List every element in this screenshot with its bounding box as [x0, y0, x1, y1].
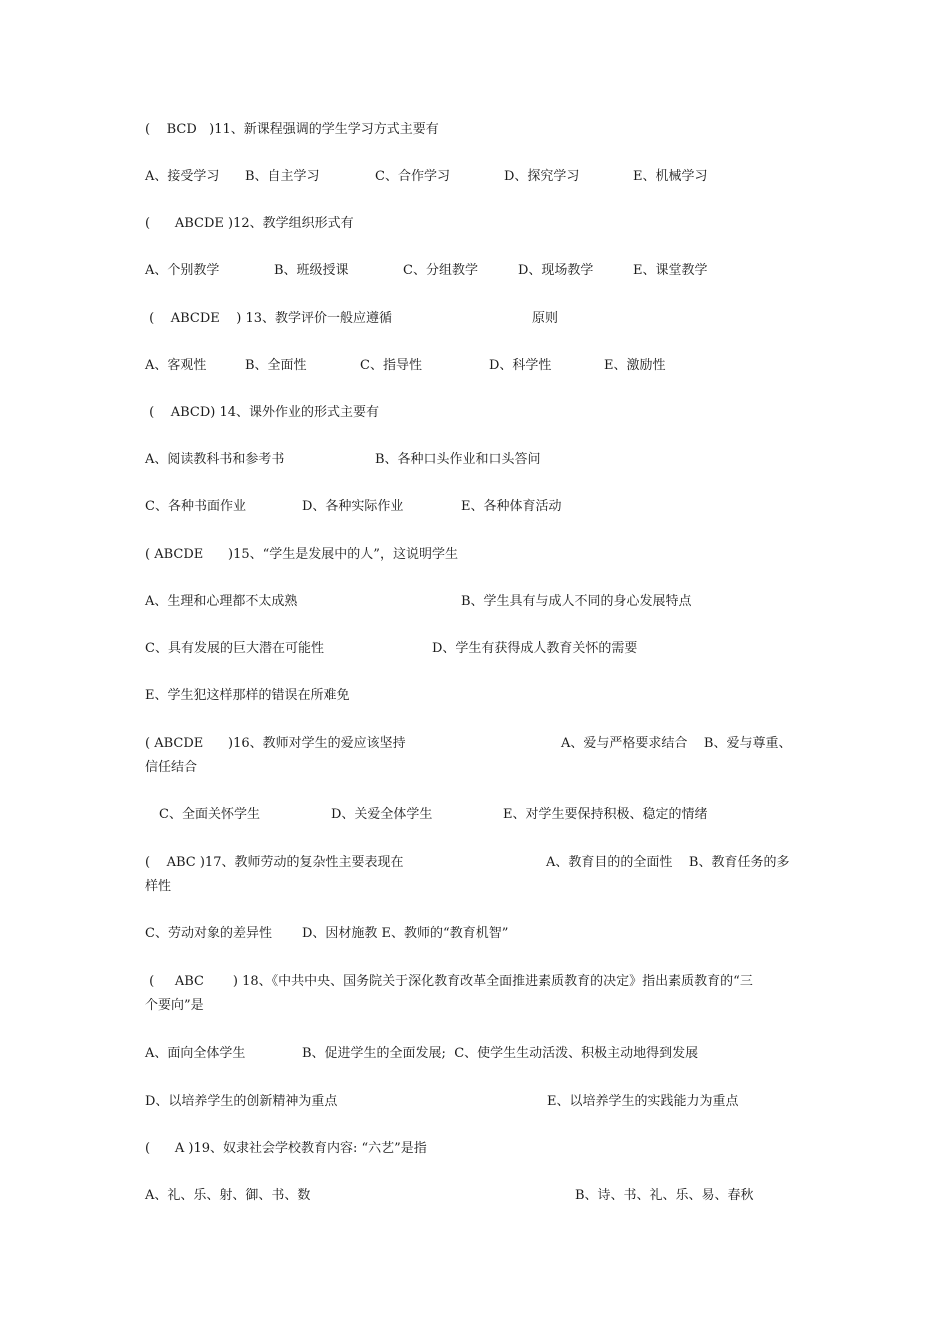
option-a: A、个别教学: [145, 263, 220, 278]
option-e: E、课堂教学: [633, 263, 708, 278]
question-16: ( ABCDE )16、教师对学生的爱应该坚持: [145, 736, 406, 751]
option-a: A、礼、乐、射、御、书、数: [145, 1188, 311, 1203]
question-18: ( ABC ) 18、《中共中央、国务院关于深化教育改革全面推进素质教育的决定》指出素质教育的“三: [145, 974, 753, 989]
question-17: ( ABC )17、教师劳动的复杂性主要表现在: [145, 855, 404, 870]
question-11-options: [0, 168, 708, 186]
option-c: C、具有发展的巨大潜在可能性: [145, 641, 324, 656]
question-16-options: [0, 806, 708, 824]
option-a: A、接受学习: [145, 169, 220, 184]
question-13: ( ABCDE ) 13、教学评价一般应遵循: [145, 311, 393, 326]
question-15-options-1: [0, 593, 692, 611]
option-a: A、客观性: [145, 358, 207, 373]
option-d: D、以培养学生的创新精神为重点: [145, 1094, 338, 1109]
option-b: B、学生具有与成人不同的身心发展特点: [461, 594, 692, 609]
question-18-options-1: [0, 1045, 699, 1063]
option-a: A、面向全体学生: [145, 1046, 246, 1061]
question-18-options-2: [0, 1093, 739, 1111]
question-14-line: [0, 404, 380, 422]
option-d: D、各种实际作业: [302, 499, 404, 514]
question-12-options: [0, 262, 708, 280]
question-17-options: [0, 925, 509, 943]
option-c: C、劳动对象的差异性: [145, 926, 272, 941]
option-e: E、激励性: [604, 358, 666, 373]
option-b: B、各种口头作业和口头答问: [375, 452, 541, 467]
option-d: D、关爱全体学生: [331, 807, 433, 822]
option-b-c: B、促进学生的全面发展; C、使学生生动活泼、积极主动地得到发展: [302, 1046, 699, 1061]
question-12: ( ABCDE )12、教学组织形式有: [145, 216, 354, 231]
question-18-line: [0, 973, 753, 991]
question-13-line: [0, 310, 559, 328]
question-18-line-wrap: [0, 997, 204, 1015]
question-19: ( A )19、奴隶社会学校教育内容: “六艺”是指: [145, 1141, 427, 1156]
question-14: ( ABCD) 14、课外作业的形式主要有: [145, 405, 380, 420]
option-c: C、分组教学: [403, 263, 478, 278]
option-e: E、对学生要保持积极、稳定的情绪: [503, 807, 708, 822]
option-a: A、生理和心理都不太成熟: [145, 594, 298, 609]
option-c: C、指导性: [360, 358, 422, 373]
question-17-wrap: 样性: [145, 879, 172, 894]
option-c: C、全面关怀学生: [159, 807, 260, 822]
question-16-line: [0, 735, 792, 753]
question-16-options-inline: A、爱与严格要求结合 B、爱与尊重、: [561, 736, 792, 751]
question-15-line: [0, 546, 458, 564]
question-13-options: [0, 357, 666, 375]
question-17-options-inline: A、教育目的的全面性 B、教育任务的多: [546, 855, 790, 870]
option-d: D、学生有获得成人教育关怀的需要: [432, 641, 638, 656]
question-14-options-2: [0, 498, 562, 516]
question-16-line-wrap: [0, 759, 198, 777]
question-19-options: [0, 1187, 754, 1205]
option-a: A、阅读教科书和参考书: [145, 452, 285, 467]
question-15: ( ABCDE )15、“学生是发展中的人”，这说明学生: [145, 547, 458, 562]
question-15-options-3: [0, 687, 350, 705]
option-b: B、全面性: [245, 358, 307, 373]
option-b: B、班级授课: [274, 263, 349, 278]
option-d-e: D、因材施教 E、教师的“教育机智”: [302, 926, 509, 941]
option-e: E、学生犯这样那样的错误在所难免: [145, 688, 350, 703]
question-14-options-1: [0, 451, 541, 469]
question-12-line: [0, 215, 354, 233]
option-e: E、机械学习: [633, 169, 708, 184]
question-15-options-2: [0, 640, 638, 658]
option-e: E、各种体育活动: [461, 499, 562, 514]
question-17-line-wrap: [0, 878, 172, 896]
option-d: D、科学性: [489, 358, 552, 373]
question-17-line: [0, 854, 790, 872]
question-16-wrap: 信任结合: [145, 760, 198, 775]
option-b: B、自主学习: [245, 169, 320, 184]
option-e: E、以培养学生的实践能力为重点: [547, 1094, 739, 1109]
option-c: C、各种书面作业: [145, 499, 246, 514]
option-c: C、合作学习: [375, 169, 450, 184]
question-13-suffix: 原则: [532, 311, 559, 326]
option-d: D、现场教学: [518, 263, 594, 278]
option-b: B、诗、书、礼、乐、易、春秋: [575, 1188, 754, 1203]
option-d: D、探究学习: [504, 169, 580, 184]
question-18-wrap: 个要向”是: [145, 998, 204, 1013]
question-11-line: [0, 121, 439, 139]
question-19-line: [0, 1140, 427, 1158]
question-11: ( BCD )11、新课程强调的学生学习方式主要有: [145, 122, 439, 137]
